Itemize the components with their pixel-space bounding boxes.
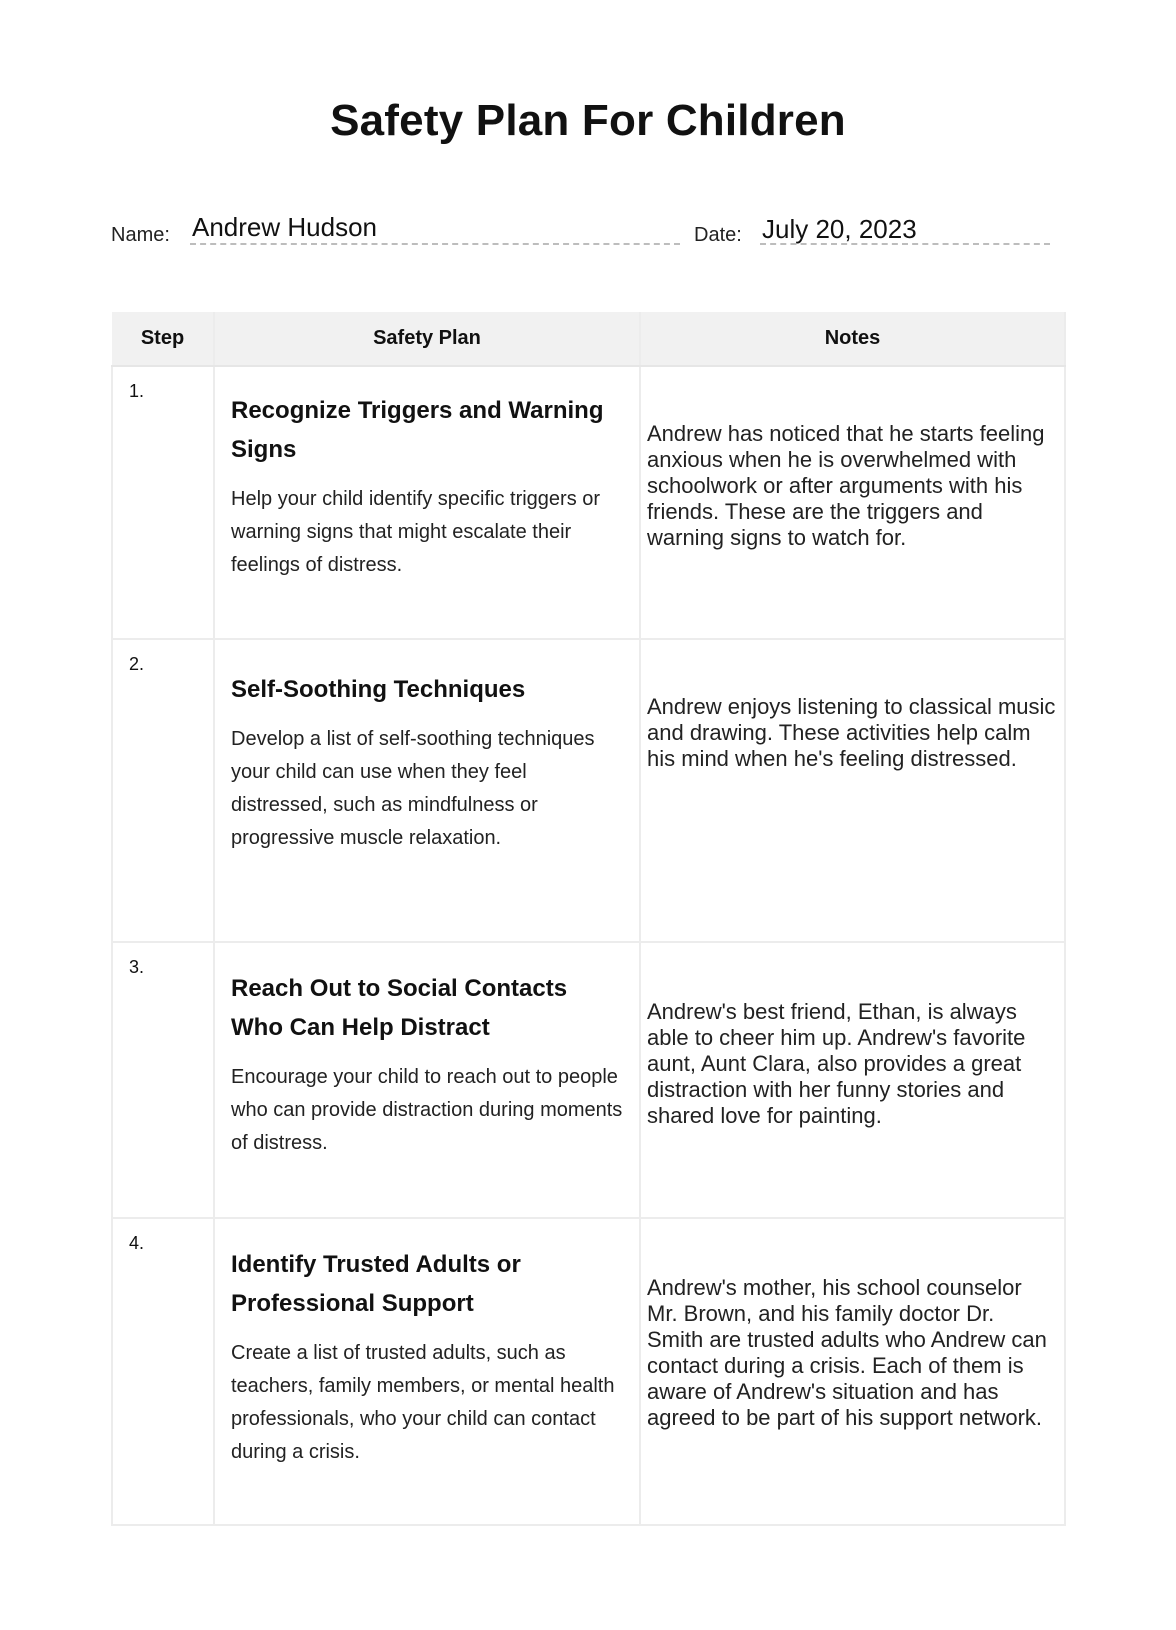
plan-heading: Self-Soothing Techniques bbox=[231, 676, 526, 703]
table-header-row bbox=[112, 312, 1065, 366]
plan-heading: Reach Out to Social Contacts Who Can Help Distract bbox=[231, 975, 568, 1041]
notes-cell bbox=[640, 639, 1065, 942]
table-row bbox=[112, 366, 1065, 639]
plan-cell bbox=[214, 1218, 640, 1525]
step-number: 1. bbox=[129, 381, 145, 401]
notes-text: Andrew has noticed that he starts feeling anxious when he is overwhelmed with schoolwork or after arguments with his friends. These are the triggers and warning signs to watch for. bbox=[647, 421, 1045, 550]
step-cell bbox=[112, 1218, 214, 1525]
step-number: 2. bbox=[129, 654, 145, 674]
name-value[interactable]: Andrew Hudson bbox=[192, 212, 377, 242]
plan-cell bbox=[214, 942, 640, 1218]
notes-cell bbox=[640, 1218, 1065, 1525]
notes-cell bbox=[640, 366, 1065, 639]
document-title: Safety Plan For Children bbox=[330, 96, 846, 145]
notes-text: Andrew enjoys listening to classical music and drawing. These activities help calm his mind when he's feeling distressed. bbox=[647, 694, 1056, 771]
plan-description: Encourage your child to reach out to people who can provide distraction during moments of distress. bbox=[231, 1066, 623, 1154]
date-value[interactable]: July 20, 2023 bbox=[762, 214, 917, 244]
step-cell bbox=[112, 639, 214, 942]
name-underline bbox=[190, 243, 680, 245]
header-notes: Notes bbox=[640, 312, 1065, 366]
notes-cell bbox=[640, 942, 1065, 1218]
notes-text: Andrew's best friend, Ethan, is always able to cheer him up. Andrew's favorite aunt, Aunt Clara, also provides a great distraction with her funny stories and shared love for painting. bbox=[647, 999, 1026, 1128]
header-safety-plan: Safety Plan bbox=[214, 312, 640, 366]
name-label: Name: bbox=[111, 224, 170, 246]
header-step: Step bbox=[112, 312, 214, 366]
table-row bbox=[112, 1218, 1065, 1525]
plan-cell bbox=[214, 366, 640, 639]
plan-description: Create a list of trusted adults, such as teachers, family members, or mental health professionals, who your child can contact during a crisis. bbox=[231, 1342, 615, 1463]
plan-heading: Recognize Triggers and Warning Signs bbox=[231, 397, 604, 463]
plan-heading: Identify Trusted Adults or Professional Support bbox=[231, 1251, 521, 1317]
date-label: Date: bbox=[694, 224, 742, 246]
plan-description: Develop a list of self-soothing techniques your child can use when they feel distressed, such as mindfulness or progressive muscle relaxation. bbox=[231, 728, 595, 849]
safety-plan-table bbox=[111, 312, 1066, 1526]
step-number: 4. bbox=[129, 1233, 145, 1253]
plan-cell bbox=[214, 639, 640, 942]
step-number: 3. bbox=[129, 957, 145, 977]
step-cell bbox=[112, 366, 214, 639]
table-row bbox=[112, 639, 1065, 942]
table-row bbox=[112, 942, 1065, 1218]
date-underline bbox=[760, 243, 1050, 245]
notes-text: Andrew's mother, his school counselor Mr. Brown, and his family doctor Dr. Smith are trusted adults who Andrew can contact during a crisis. Each of them is aware of Andrew's situation and has agreed to be part of his support network. bbox=[647, 1275, 1047, 1430]
step-cell bbox=[112, 942, 214, 1218]
plan-description: Help your child identify specific triggers or warning signs that might escalate their feelings of distress. bbox=[231, 488, 601, 576]
